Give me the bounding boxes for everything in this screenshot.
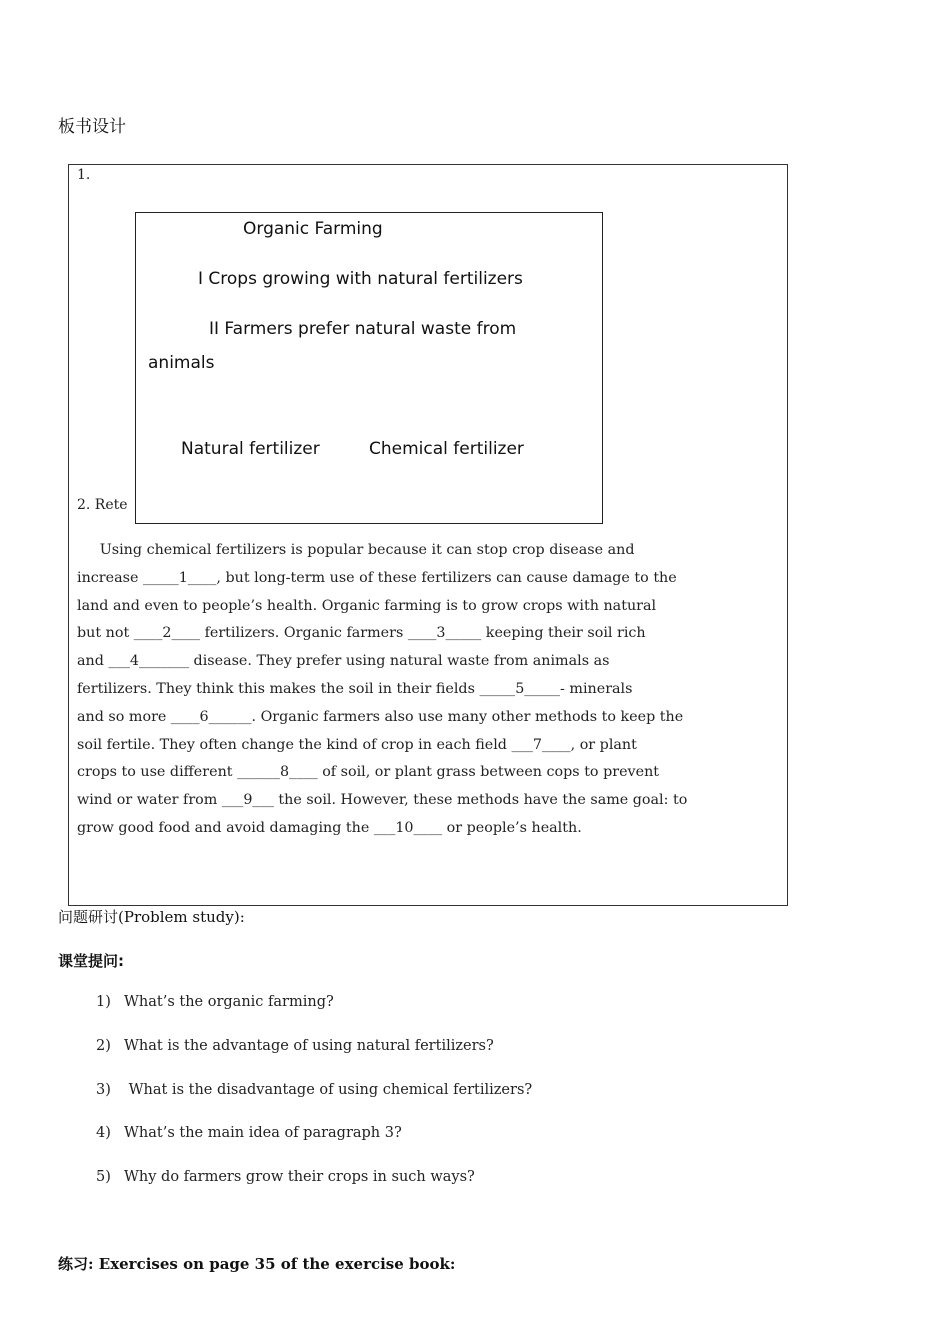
outline-title: Organic Farming [243, 219, 383, 239]
section-title: 板书设计 [58, 117, 126, 137]
outline-point-2-continued: animals [148, 353, 215, 373]
outline-box [135, 212, 603, 524]
problem-study-heading: 问题研讨(Problem study): [58, 908, 245, 926]
passage-line: grow good food and avoid damaging the ___10____ or people’s health. [77, 819, 582, 836]
question-number: 2) [96, 1038, 111, 1054]
item-number-2: 2. Rete [77, 497, 128, 513]
passage-line: and so more ____6______. Organic farmers also use many other methods to keep the [77, 708, 684, 725]
question-text: What’s the organic farming? [124, 994, 334, 1010]
passage-line: wind or water from ___9___ the soil. However, these methods have the same goal: to [77, 792, 688, 809]
chemical-fertilizer-label: Chemical fertilizer [369, 439, 524, 459]
item-number-1: 1. [77, 167, 91, 183]
passage-line: but not ____2____ fertilizers. Organic farmers ____3_____ keeping their soil rich [77, 625, 646, 642]
passage-line: fertilizers. They think this makes the soil in their fields _____5_____- minerals [77, 680, 633, 697]
passage-line: soil fertile. They often change the kind of crop in each field ___7____, or plant [77, 736, 637, 753]
passage-line: increase _____1____, but long-term use of these fertilizers can cause damage to the [77, 569, 677, 586]
exercise-heading: 练习: Exercises on page 35 of the exercise book: [58, 1255, 456, 1273]
class-questions-heading: 课堂提问: [58, 952, 124, 970]
question-item [96, 1082, 532, 1098]
question-text: What’s the main idea of paragraph 3? [124, 1125, 402, 1141]
retell-passage [77, 537, 777, 843]
question-number: 4) [96, 1125, 111, 1141]
question-text: What is the advantage of using natural fertilizers? [124, 1038, 494, 1054]
question-text: Why do farmers grow their crops in such ways? [124, 1169, 475, 1185]
question-item [96, 1038, 494, 1054]
passage-line: land and even to people’s health. Organic farming is to grow crops with natural [77, 597, 657, 614]
outline-point-1: I Crops growing with natural fertilizers [198, 269, 523, 289]
board-design-box [68, 164, 788, 906]
natural-fertilizer-label: Natural fertilizer [181, 439, 320, 459]
passage-line: and ___4_______ disease. They prefer using natural waste from animals as [77, 653, 610, 670]
question-item [96, 1125, 402, 1141]
question-item [96, 994, 334, 1010]
passage-line: Using chemical fertilizers is popular because it can stop crop disease and [77, 542, 635, 558]
question-number: 1) [96, 994, 111, 1010]
question-item [96, 1169, 475, 1185]
outline-point-2: II Farmers prefer natural waste from [209, 319, 517, 339]
question-number: 3) [96, 1082, 111, 1098]
passage-line: crops to use different ______8____ of soil, or plant grass between cops to prevent [77, 764, 660, 781]
question-text: What is the disadvantage of using chemical fertilizers? [124, 1082, 533, 1098]
question-number: 5) [96, 1169, 111, 1185]
